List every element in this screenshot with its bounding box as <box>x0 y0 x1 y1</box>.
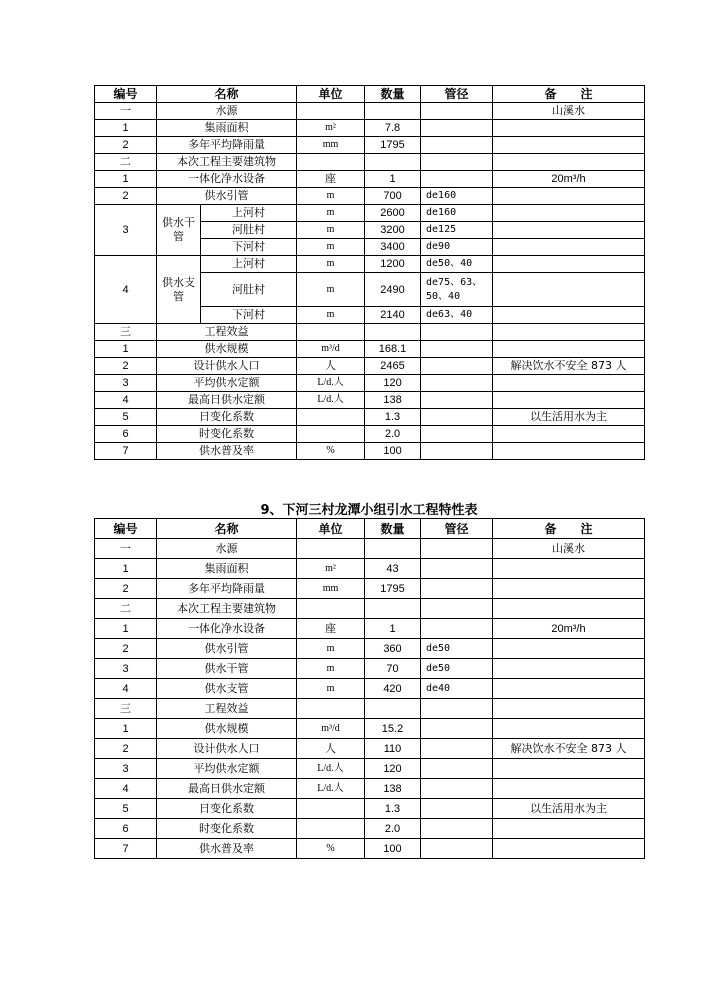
cell-no: 一 <box>95 103 157 120</box>
cell-name: 供水规模 <box>157 341 297 358</box>
cell-no: 三 <box>95 324 157 341</box>
cell-qty: 7.8 <box>365 120 421 137</box>
table-row <box>95 443 645 460</box>
header-no: 编号 <box>95 86 157 103</box>
cell-qty: 70 <box>365 659 421 679</box>
cell-qty: 420 <box>365 679 421 699</box>
header-qty: 数量 <box>365 86 421 103</box>
cell-remark: 解决饮水不安全 873 人 <box>493 358 645 375</box>
table-row <box>95 559 645 579</box>
cell-unit: m <box>297 273 365 307</box>
cell-unit: 人 <box>297 358 365 375</box>
cell-name: 平均供水定额 <box>157 375 297 392</box>
cell-name: 上河村 <box>201 205 297 222</box>
cell-name: 最高日供水定额 <box>157 779 297 799</box>
cell-pipe: de160 <box>421 188 493 205</box>
spec-table-2 <box>94 518 645 859</box>
table-row <box>95 137 645 154</box>
cell-unit: m <box>297 679 365 699</box>
cell-name: 多年平均降雨量 <box>157 579 297 599</box>
table-row <box>95 120 645 137</box>
cell-name: 设计供水人口 <box>157 739 297 759</box>
cell-unit: % <box>297 443 365 460</box>
header-qty: 数量 <box>365 519 421 539</box>
cell-name: 供水普及率 <box>157 839 297 859</box>
cell-qty: 138 <box>365 779 421 799</box>
cell-qty: 2490 <box>365 273 421 307</box>
cell-name: 最高日供水定额 <box>157 392 297 409</box>
table-row <box>95 759 645 779</box>
table-row <box>95 599 645 619</box>
cell-remark: 20m³/h <box>493 619 645 639</box>
cell-no: 4 <box>95 679 157 699</box>
header-unit: 单位 <box>297 86 365 103</box>
table-row <box>95 375 645 392</box>
cell-no: 二 <box>95 599 157 619</box>
cell-no: 1 <box>95 341 157 358</box>
cell-qty: 1795 <box>365 137 421 154</box>
cell-unit: mm <box>297 137 365 154</box>
cell-name: 日变化系数 <box>157 409 297 426</box>
cell-qty: 1795 <box>365 579 421 599</box>
cell-no: 1 <box>95 171 157 188</box>
cell-qty: 1 <box>365 619 421 639</box>
cell-pipe: de50 <box>421 659 493 679</box>
cell-no: 三 <box>95 699 157 719</box>
cell-name: 河肚村 <box>201 273 297 307</box>
table-row <box>95 341 645 358</box>
cell-name: 工程效益 <box>157 324 297 341</box>
cell-qty: 120 <box>365 759 421 779</box>
cell-unit: m³/d <box>297 341 365 358</box>
cell-name: 一体化净水设备 <box>157 619 297 639</box>
cell-name: 水源 <box>157 539 297 559</box>
cell-unit: 座 <box>297 619 365 639</box>
header-name: 名称 <box>157 519 297 539</box>
table-row <box>95 799 645 819</box>
cell-no: 2 <box>95 639 157 659</box>
cell-qty: 1 <box>365 171 421 188</box>
cell-no: 7 <box>95 443 157 460</box>
cell-name: 设计供水人口 <box>157 358 297 375</box>
cell-qty: 700 <box>365 188 421 205</box>
cell-qty: 2.0 <box>365 819 421 839</box>
cell-no: 1 <box>95 719 157 739</box>
cell-no: 1 <box>95 559 157 579</box>
cell-pipe: de125 <box>421 222 493 239</box>
cell-unit: m <box>297 639 365 659</box>
table-row <box>95 154 645 171</box>
header-pipe: 管径 <box>421 86 493 103</box>
cell-unit: m <box>297 659 365 679</box>
table-row <box>95 103 645 120</box>
cell-pipe: de40 <box>421 679 493 699</box>
cell-no: 2 <box>95 188 157 205</box>
cell-name: 时变化系数 <box>157 426 297 443</box>
cell-no: 4 <box>95 779 157 799</box>
cell-remark: 山溪水 <box>493 539 645 559</box>
table-row <box>95 659 645 679</box>
table-row <box>95 739 645 759</box>
cell-remark: 山溪水 <box>493 103 645 120</box>
table-row <box>95 256 645 273</box>
cell-name: 水源 <box>157 103 297 120</box>
header-remark: 备 注 <box>493 86 645 103</box>
cell-no: 一 <box>95 539 157 559</box>
cell-no: 3 <box>95 759 157 779</box>
cell-qty: 15.2 <box>365 719 421 739</box>
cell-qty: 1.3 <box>365 409 421 426</box>
table-row <box>95 719 645 739</box>
header-no: 编号 <box>95 519 157 539</box>
cell-name: 工程效益 <box>157 699 297 719</box>
table-row <box>95 409 645 426</box>
cell-name: 供水普及率 <box>157 443 297 460</box>
cell-pipe: de63、40 <box>421 307 493 324</box>
cell-no: 2 <box>95 739 157 759</box>
cell-unit: m² <box>297 559 365 579</box>
header-remark: 备 注 <box>493 519 645 539</box>
cell-pipe: de50、40 <box>421 256 493 273</box>
table-row <box>95 539 645 559</box>
cell-name: 多年平均降雨量 <box>157 137 297 154</box>
cell-no: 6 <box>95 426 157 443</box>
cell-name: 下河村 <box>201 307 297 324</box>
cell-group: 供水干管 <box>157 205 201 256</box>
cell-name: 供水支管 <box>157 679 297 699</box>
table-row <box>95 358 645 375</box>
cell-name: 时变化系数 <box>157 819 297 839</box>
cell-qty: 138 <box>365 392 421 409</box>
cell-unit: 座 <box>297 171 365 188</box>
cell-unit: L/d.人 <box>297 759 365 779</box>
table-row <box>95 579 645 599</box>
cell-pipe: de90 <box>421 239 493 256</box>
cell-group: 供水支管 <box>157 256 201 324</box>
table-row <box>95 171 645 188</box>
cell-pipe: de50 <box>421 639 493 659</box>
table-row <box>95 392 645 409</box>
cell-unit: mm <box>297 579 365 599</box>
cell-unit: m <box>297 239 365 256</box>
cell-no: 1 <box>95 120 157 137</box>
table-header-row <box>95 86 645 103</box>
cell-name: 上河村 <box>201 256 297 273</box>
cell-qty: 1.3 <box>365 799 421 819</box>
cell-remark: 以生活用水为主 <box>493 799 645 819</box>
header-pipe: 管径 <box>421 519 493 539</box>
table-row <box>95 779 645 799</box>
cell-no: 7 <box>95 839 157 859</box>
cell-qty: 3400 <box>365 239 421 256</box>
cell-unit: L/d.人 <box>297 779 365 799</box>
cell-no: 3 <box>95 205 157 256</box>
table-row <box>95 839 645 859</box>
cell-no: 2 <box>95 579 157 599</box>
cell-no: 5 <box>95 409 157 426</box>
cell-unit: m <box>297 256 365 273</box>
cell-remark: 以生活用水为主 <box>493 409 645 426</box>
cell-qty: 120 <box>365 375 421 392</box>
cell-no: 二 <box>95 154 157 171</box>
cell-name: 本次工程主要建筑物 <box>157 154 297 171</box>
table-row <box>95 679 645 699</box>
cell-no: 3 <box>95 659 157 679</box>
cell-no: 3 <box>95 375 157 392</box>
table-row <box>95 324 645 341</box>
cell-remark: 解决饮水不安全 873 人 <box>493 739 645 759</box>
cell-qty: 1200 <box>365 256 421 273</box>
cell-qty: 2.0 <box>365 426 421 443</box>
table-row <box>95 426 645 443</box>
table-header-row <box>95 519 645 539</box>
cell-no: 1 <box>95 619 157 639</box>
cell-name: 河肚村 <box>201 222 297 239</box>
table-row <box>95 699 645 719</box>
cell-no: 4 <box>95 256 157 324</box>
cell-qty: 360 <box>365 639 421 659</box>
cell-pipe: de160 <box>421 205 493 222</box>
cell-no: 2 <box>95 358 157 375</box>
table-row <box>95 205 645 222</box>
cell-unit: m <box>297 205 365 222</box>
header-name: 名称 <box>157 86 297 103</box>
cell-qty: 3200 <box>365 222 421 239</box>
cell-unit: m <box>297 307 365 324</box>
cell-name: 一体化净水设备 <box>157 171 297 188</box>
cell-unit: L/d.人 <box>297 375 365 392</box>
cell-qty: 2600 <box>365 205 421 222</box>
cell-name: 供水规模 <box>157 719 297 739</box>
cell-qty: 100 <box>365 839 421 859</box>
cell-name: 日变化系数 <box>157 799 297 819</box>
cell-qty: 100 <box>365 443 421 460</box>
cell-no: 6 <box>95 819 157 839</box>
cell-unit: m <box>297 222 365 239</box>
cell-name: 供水干管 <box>157 659 297 679</box>
header-unit: 单位 <box>297 519 365 539</box>
table-row <box>95 819 645 839</box>
cell-name: 供水引管 <box>157 188 297 205</box>
cell-no: 5 <box>95 799 157 819</box>
cell-name: 集雨面积 <box>157 559 297 579</box>
cell-name: 平均供水定额 <box>157 759 297 779</box>
cell-unit: m <box>297 188 365 205</box>
cell-qty: 2140 <box>365 307 421 324</box>
cell-no: 4 <box>95 392 157 409</box>
cell-name: 下河村 <box>201 239 297 256</box>
cell-unit: 人 <box>297 739 365 759</box>
cell-unit: % <box>297 839 365 859</box>
cell-remark: 20m³/h <box>493 171 645 188</box>
table-2-title: 9、下河三村龙潭小组引水工程特性表 <box>260 503 478 518</box>
cell-pipe: de75、63、50、40 <box>421 273 493 307</box>
cell-no: 2 <box>95 137 157 154</box>
cell-unit: m³/d <box>297 719 365 739</box>
cell-unit: L/d.人 <box>297 392 365 409</box>
cell-name: 供水引管 <box>157 639 297 659</box>
cell-unit: m² <box>297 120 365 137</box>
spec-table-1 <box>94 85 645 460</box>
cell-name: 本次工程主要建筑物 <box>157 599 297 619</box>
table-row <box>95 639 645 659</box>
cell-qty: 2465 <box>365 358 421 375</box>
table-row <box>95 188 645 205</box>
cell-qty: 43 <box>365 559 421 579</box>
table-row <box>95 619 645 639</box>
cell-qty: 110 <box>365 739 421 759</box>
cell-qty: 168.1 <box>365 341 421 358</box>
cell-name: 集雨面积 <box>157 120 297 137</box>
